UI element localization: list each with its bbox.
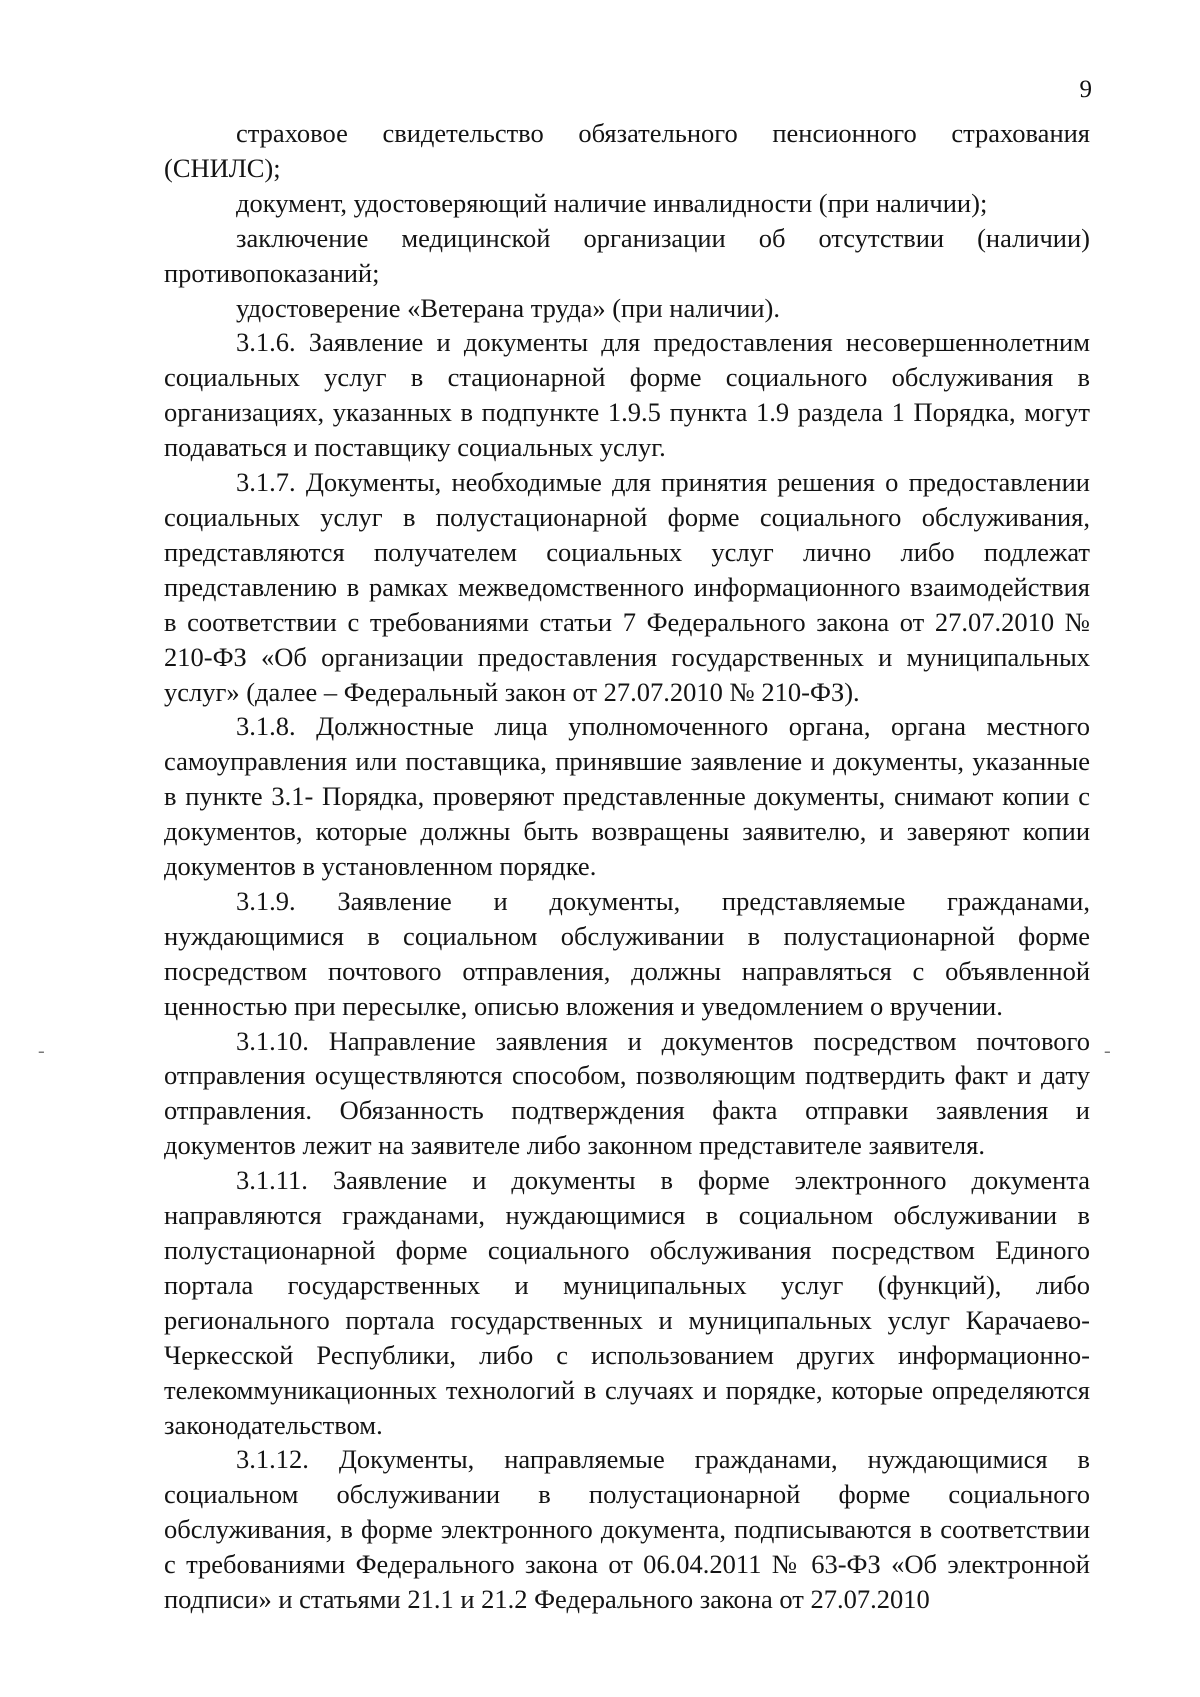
scan-speck-left: -	[38, 1040, 45, 1062]
paragraph-veteran-certificate: удостоверение «Ветерана труда» (при наличии).	[236, 292, 781, 323]
paragraph-3-1-7: 3.1.7. Документы, необходимые для принятия решения о предоставлении социальных услуг в полустационарной форме социального обслуживания, представляются получателем социальных услуг лично либо подлежат представлению в рамках межведомственного информационного взаимодействия в соответствии с требованиями статьи 7 Федерального закона от 27.07.2010 № 210-ФЗ «Об организации предоставления государственных и муниципальных услуг» (далее – Федеральный закон от 27.07.2010 № 210-ФЗ).	[164, 467, 1090, 707]
paragraph-3-1-8: 3.1.8. Должностные лица уполномоченного органа, органа местного самоуправления или поставщика, принявшие заявление и документы, указанные в пункте 3.1- Порядка, проверяют представленные документы, снимают копии с документов, которые должны быть возвращены заявителю, и заверяют копии документов в установленном порядке.	[164, 711, 1090, 882]
paragraph-3-1-12: 3.1.12. Документы, направляемые гражданами, нуждающимися в социальном обслуживании в полустационарной форме социального обслуживания, в форме электронного документа, подписываются в соответствии с требованиями Федерального закона от 06.04.2011 № 63-ФЗ «Об электронной подписи» и статьями 21.1 и 21.2 Федерального закона от 27.07.2010	[164, 1444, 1090, 1615]
paragraph-3-1-11: 3.1.11. Заявление и документы в форме электронного документа направляются гражданами, нуждающимися в социальном обслуживании в полустационарной форме социального обслуживания посредством Единого портала государственных и муниципальных услуг (функций), либо регионального портала государственных и муниципальных услуг Карачаево-Черкесской Республики, либо с использованием других информационно-телекоммуникационных технологий в случаях и порядке, которые определяются законодательством.	[164, 1165, 1090, 1440]
paragraph-3-1-9: 3.1.9. Заявление и документы, представляемые гражданами, нуждающимися в социальном обслуживании в полустационарной форме посредством почтового отправления, должны направляться с объявленной ценностью при пересылке, описью вложения и уведомлением о вручении.	[164, 885, 1090, 1021]
paragraph-disability-document: документ, удостоверяющий наличие инвалидности (при наличии);	[236, 187, 988, 218]
paragraph-medical-conclusion: заключение медицинской организации об отсутствии (наличии) противопоказаний;	[164, 222, 1090, 288]
scan-speck-right: -	[1104, 1040, 1111, 1062]
paragraph-snils: страховое свидетельство обязательного пенсионного страхования (СНИЛС);	[164, 118, 1090, 183]
page-number: 9	[1079, 76, 1092, 103]
document-body	[164, 116, 1090, 1617]
paragraph-3-1-6: 3.1.6. Заявление и документы для предоставления несовершеннолетним социальных услуг в стационарной форме социального обслуживания в организациях, указанных в подпункте 1.9.5 пункта 1.9 раздела 1 Порядка, могут подаваться и поставщику социальных услуг.	[164, 327, 1090, 463]
paragraph-3-1-10: 3.1.10. Направление заявления и документов посредством почтового отправления осуществляются способом, позволяющим подтвердить факт и дату отправления. Обязанность подтверждения факта отправки заявления и документов лежит на заявителе либо законном представителе заявителя.	[164, 1025, 1090, 1161]
